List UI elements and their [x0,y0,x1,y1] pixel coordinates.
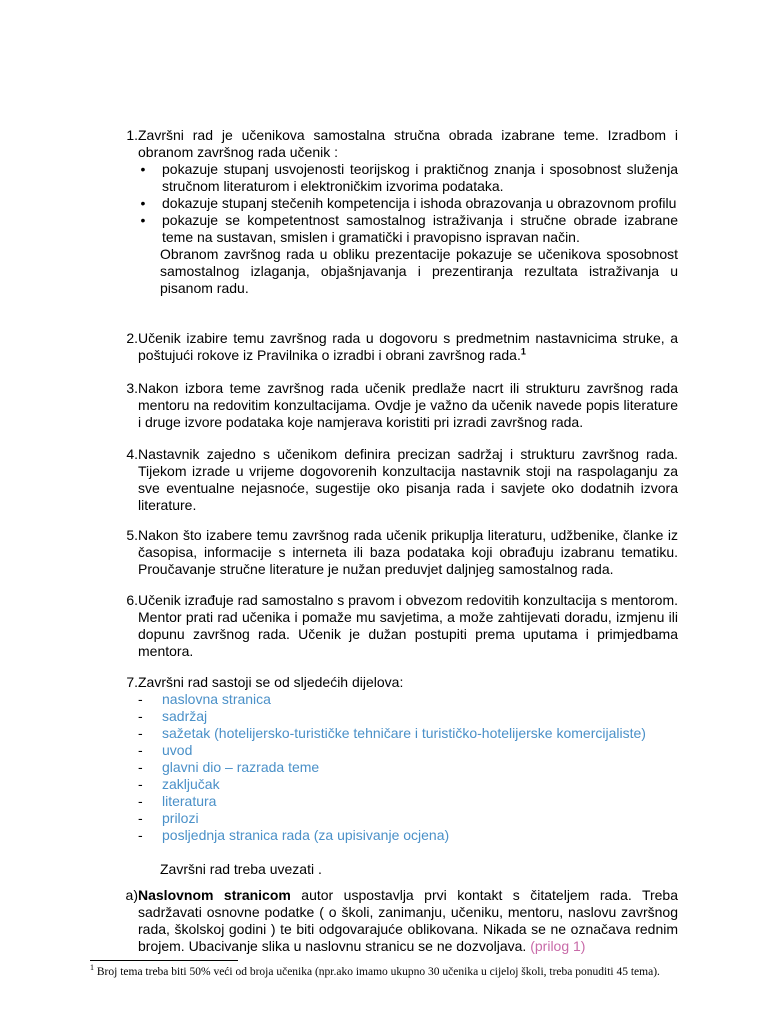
item-number: 6. [126,592,138,608]
item-number: 1. [126,127,138,143]
item-closing-text: Obranom završnog rada u obliku prezentacije pokazuje se učenikova sposobnost samostalnog izlaganja, objašnjavanja i prezentiranja rezultata istraživanja u pisanom radu. [160,246,678,296]
item-text: Nastavnik zajedno s učenikom definira precizan sadržaj i strukturu završnog rada. Tijekom izrade u vrijeme dogovorenih konzultacija nastavnik stoji na raspolaganju za sve eventualne nejasnoće, sugestije oko pisanja rada i savjete oko dodatnih izvora literature. [138,446,678,513]
part-item: - prilozi [138,810,199,826]
part-item: - sažetak (hotelijersko-turističke tehničare i turističko-hotelijerske komercijaliste) [138,725,646,741]
list-item-2 [108,330,678,364]
item-number: 3. [126,380,138,396]
list-item-a [108,887,678,955]
part-item: - naslovna stranica [138,691,271,707]
item-text: Nakon što izabere temu završnog rada učenik prikuplja literaturu, udžbenike, članke iz časopisa, informacije s interneta ili baza podataka koji obrađuju izabranu tematiku. Proučavanje stručne literature je nužan preduvjet daljnjeg samostalnog rada. [138,527,678,577]
bullet-icon: • [140,195,146,211]
bullet-item: • dokazuje stupanj stečenih kompetencija i ishoda obrazovanja u obrazovnom profilu [138,195,678,212]
part-item: - posljednja stranica rada (za upisivanje ocjena) [138,827,450,843]
list-item-6 [108,592,678,660]
footnote-divider [90,960,238,961]
item-heading: Naslovnom stranicom [138,887,291,903]
bullet-item: • pokazuje stupanj usvojenosti teorijskog i praktičnog znanja i sposobnost služenja stručnom literaturom i elektroničkim izvorima podataka. [138,161,678,195]
bullet-icon: • [140,161,146,177]
item-text: Završni rad je učenikova samostalna stručna obrada izabrane teme. Izradbom i obranom završnog rada učenik : [138,127,678,160]
item-text: Učenik izabire temu završnog rada u dogovoru s predmetnim nastavnicima struke, a poštujući rokove iz Pravilnika o izradbi i obrani završnog rada. [138,330,678,363]
item-text: Završni rad sastoji se od sljedećih dijelova: [138,674,404,690]
list-item-5 [108,527,678,578]
bullet-icon: • [140,212,146,228]
footnote-ref[interactable]: 1 [520,346,526,357]
item-number: 7. [126,674,138,690]
footnote-number: 1 [90,963,94,973]
list-item-7 [108,674,678,878]
list-item-3 [108,380,678,431]
list-item-1 [108,127,678,297]
part-item: - glavni dio – razrada teme [138,759,320,775]
item-text: autor uspostavlja prvi kontakt s čitateljem rada. Treba sadržavati osnovne podatke ( o školi, zanimanju, učeniku, mentoru, naslovu završnog rada, školskoj godini ) te biti odgovarajuće oblikovana. Nikada se ne označava rednim brojem. Ubacivanje slika u naslovnu stranicu se ne dozvoljava. [138,887,679,954]
item-number: a) [125,887,138,903]
footnote [90,965,680,980]
part-item: - literatura [138,793,217,809]
item-text: Učenik izrađuje rad samostalno s pravom i obvezom redovitih konzultacija s mentorom. Mentor prati rad učenika i pomaže mu savjetima, a može zahtijevati doradu, izmjenu ili dopunu završnog rada. Učenik je dužan postupiti prema uputama i primjedbama mentora. [138,592,679,659]
part-item: - uvod [138,742,193,758]
part-item: - zaključak [138,776,220,792]
item-closing-text: Završni rad treba uvezati . [160,861,322,877]
list-item-4 [108,446,678,514]
part-item: - sadržaj [138,708,208,724]
attachment-ref[interactable]: (prilog 1) [530,938,586,954]
item-number: 5. [126,527,138,543]
item-number: 4. [126,446,138,462]
item-text: Nakon izbora teme završnog rada učenik predlaže nacrt ili strukturu završnog rada mentoru na redovitim konzultacijama. Ovdje je važno da učenik navede popis literature i druge izvore podataka koje namjerava koristiti pri izradi završnog rada. [138,380,678,430]
footnote-text: Broj tema treba biti 50% veći od broja učenika (npr.ako imamo ukupno 30 učenika u cijeloj školi, treba ponuditi 45 tema). [94,966,660,978]
bullet-item: • pokazuje se kompetentnost samostalnog istraživanja i stručne obrade izabrane teme na sustavan, smislen i gramatički i pravopisno ispravan način. [138,212,678,246]
item-number: 2. [126,330,138,346]
